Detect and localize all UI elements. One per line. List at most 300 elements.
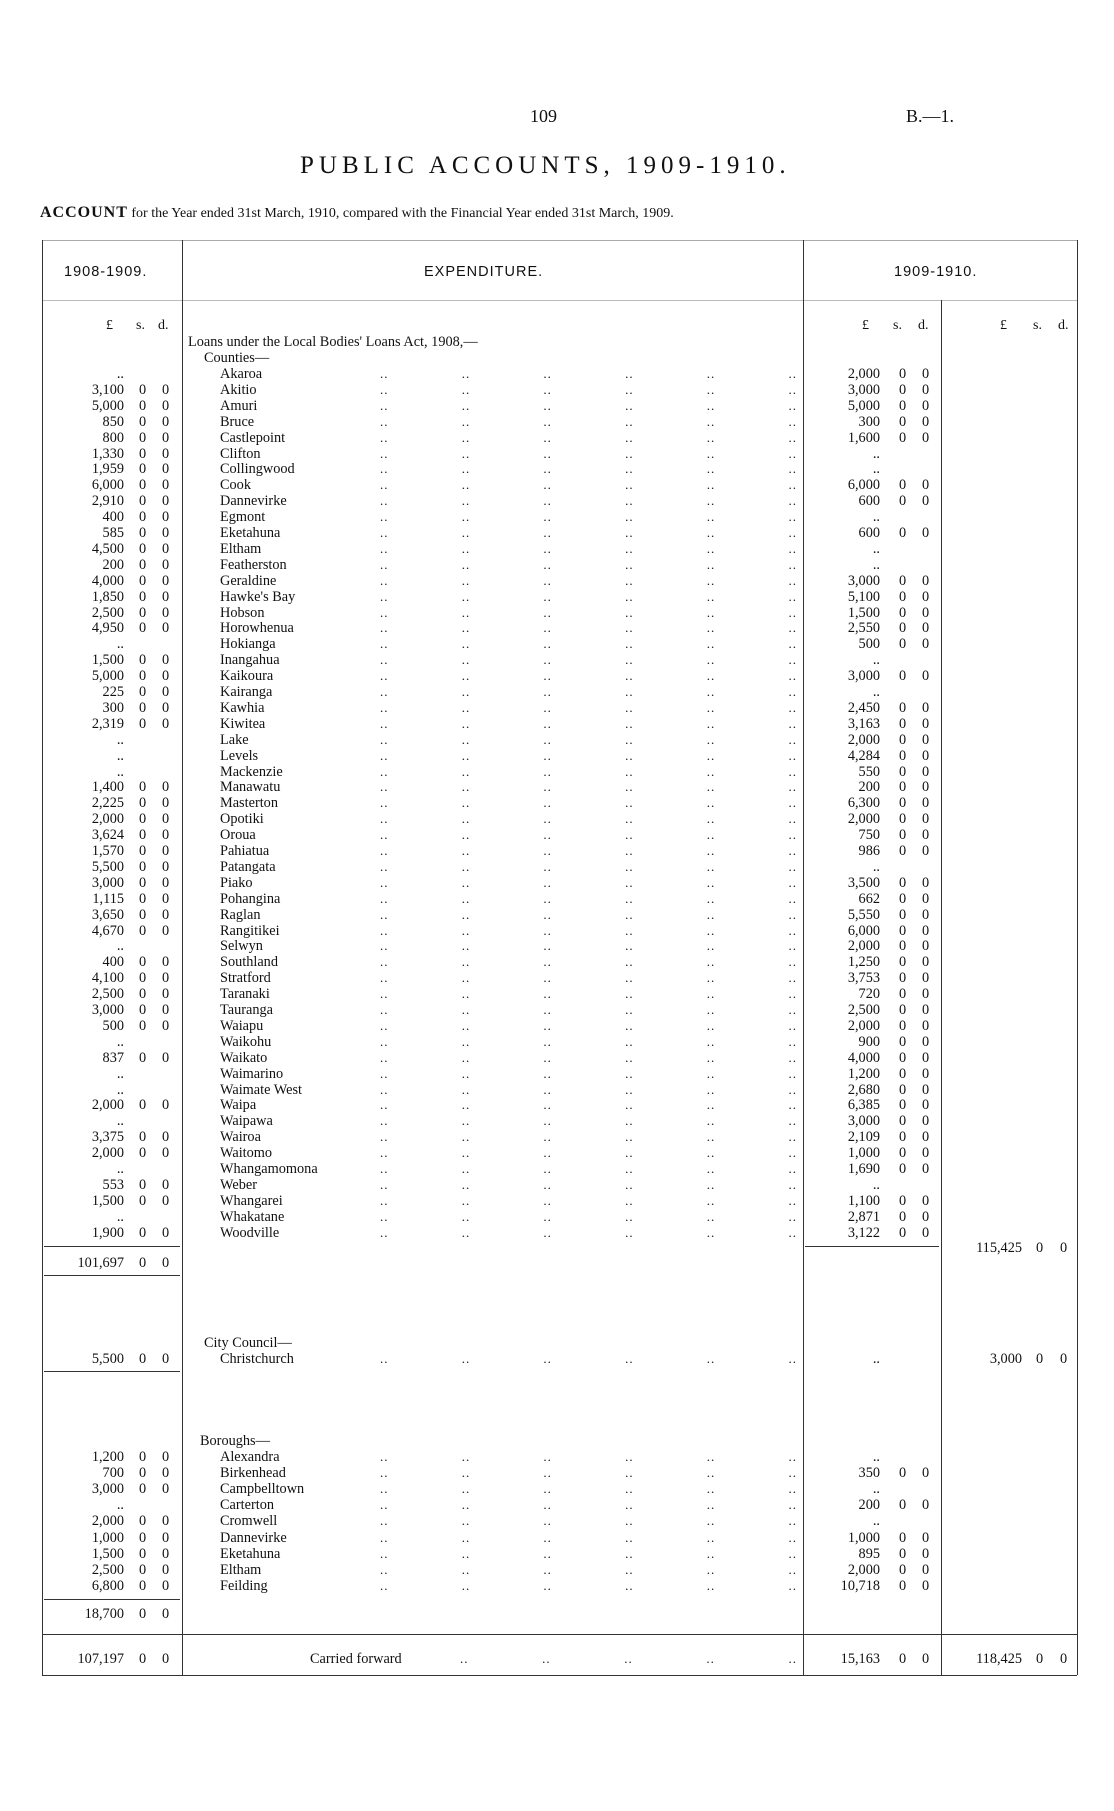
leader-dot: .. [543, 588, 552, 604]
row-cur-amount: 662 [858, 890, 880, 907]
row-name: Hobson [220, 604, 265, 621]
row-name: Waikato [220, 1049, 268, 1066]
leader-dot: .. [625, 763, 634, 779]
row-prev-d: 0 [162, 1465, 170, 1482]
leader-dot: .. [706, 1161, 716, 1176]
row-prev-amount: 1,500 [91, 652, 124, 669]
leader-dot: .. [706, 1002, 716, 1017]
row-prev-s: 0 [139, 906, 147, 923]
leader-dot: .. [625, 1224, 634, 1240]
leader-dot: .. [788, 588, 797, 604]
row-prev-d: 0 [162, 970, 170, 987]
leader-dot: .. [625, 413, 634, 429]
row-name: Southland [220, 954, 278, 971]
leader-dots [380, 970, 797, 986]
leader-dot: .. [380, 397, 389, 413]
leader-dot: .. [380, 429, 389, 445]
leader-dot: .. [625, 1545, 634, 1561]
row-prev-d: 0 [162, 715, 170, 732]
row-cur-s: 0 [899, 1002, 907, 1018]
leader-dot: .. [543, 954, 552, 970]
row-name: Castlepoint [220, 429, 286, 446]
leader-dot: .. [380, 652, 389, 668]
row-name: Inangahua [220, 652, 280, 669]
row-prev-amount: 5,500 [91, 858, 124, 875]
row-prev-d: 0 [162, 429, 170, 446]
leader-dot: .. [543, 620, 552, 636]
carried-leader-dot-4: .. [706, 1651, 715, 1666]
row-cur-d: 0 [922, 986, 930, 1003]
row-prev-s: 0 [139, 715, 147, 732]
row-cur-d: 0 [922, 827, 930, 844]
leader-dot: .. [461, 509, 471, 525]
counties-cur-total-s: 0 [1036, 1240, 1044, 1256]
row-prev-amount: 3,000 [91, 1481, 124, 1498]
leader-dot: .. [788, 1017, 797, 1033]
row-cur-s: 0 [899, 668, 907, 685]
leader-dot: .. [543, 1513, 552, 1529]
row-prev-amount: 500 [102, 1017, 124, 1034]
row-prev-amount: .. [116, 938, 124, 955]
row-prev-amount: .. [116, 1033, 124, 1050]
leader-dots [380, 1066, 797, 1082]
row-name: Whakatane [220, 1208, 285, 1225]
leader-dots [380, 1481, 797, 1497]
row-prev-d: 0 [162, 699, 170, 716]
row-cur-d: 0 [922, 413, 930, 430]
row-prev-s: 0 [139, 890, 147, 907]
leader-dot: .. [380, 715, 389, 731]
leader-dot: .. [625, 938, 634, 954]
row-name: Selwyn [220, 938, 263, 955]
row-prev-d: 0 [162, 413, 170, 430]
row-cur-amount: 2,000 [847, 938, 880, 955]
leader-dot: .. [788, 572, 797, 588]
row-cur-d: 0 [922, 731, 930, 748]
row-cur-d: 0 [922, 1224, 930, 1241]
row-cur-d: 0 [922, 1017, 930, 1034]
leader-dot: .. [380, 874, 389, 890]
leader-dot: .. [706, 827, 716, 843]
row-prev-amount: 2,319 [91, 715, 124, 732]
counties-prev-total-rule [44, 1246, 180, 1247]
row-prev-d: 0 [162, 493, 170, 510]
leader-dots [380, 446, 797, 462]
leader-dot: .. [543, 1113, 552, 1129]
carried-cur-amount: 15,163 [840, 1651, 880, 1667]
leader-dot: .. [380, 1208, 389, 1224]
leader-dots [380, 938, 797, 954]
row-cur-d: 0 [922, 1065, 930, 1082]
city-prev-amount: 5,500 [91, 1351, 124, 1367]
leader-dot: .. [543, 540, 552, 556]
leader-dot: .. [543, 970, 552, 986]
row-cur-s: 0 [899, 986, 907, 1003]
leader-dot: .. [461, 1129, 471, 1145]
leader-dot: .. [625, 1161, 634, 1176]
leader-dot: .. [461, 954, 471, 970]
leader-dot: .. [543, 366, 552, 381]
boroughs-heading: Boroughs— [200, 1433, 270, 1449]
leader-dot: .. [380, 843, 389, 858]
row-prev-d: 0 [162, 890, 170, 907]
leader-dots [380, 779, 797, 795]
leader-dot: .. [461, 843, 471, 858]
leader-dots [380, 366, 797, 382]
row-prev-s: 0 [139, 843, 147, 859]
row-prev-s: 0 [139, 1002, 147, 1018]
leader-dot: .. [543, 779, 552, 795]
leader-dot: .. [788, 636, 797, 652]
leader-dot: .. [543, 874, 552, 890]
leader-dot: .. [380, 509, 389, 525]
row-prev-d: 0 [162, 906, 170, 923]
leader-dots [380, 493, 797, 509]
leader-dot: .. [788, 652, 797, 668]
leader-dot: .. [543, 604, 552, 620]
leader-dot: .. [788, 699, 797, 715]
row-cur-amount: 2,000 [847, 1017, 880, 1034]
leader-dots [380, 382, 797, 398]
leader-dot: .. [461, 1545, 471, 1561]
row-name: Eltham [220, 1561, 262, 1578]
row-prev-d: 0 [162, 397, 170, 414]
leader-dot: .. [543, 1017, 552, 1033]
cur-shilling-unit: s. [893, 318, 902, 333]
row-name: Whangamomona [220, 1161, 318, 1177]
row-prev-s: 0 [139, 811, 147, 828]
row-prev-d: 0 [162, 1449, 170, 1465]
leader-dot: .. [706, 1224, 716, 1240]
leader-dot: .. [461, 763, 471, 779]
leader-dot: .. [461, 1465, 471, 1481]
row-prev-s: 0 [139, 1017, 147, 1034]
row-name: Taranaki [220, 986, 270, 1003]
row-cur-amount: 2,871 [847, 1208, 880, 1225]
row-prev-s: 0 [139, 572, 147, 589]
leader-dots [380, 1530, 797, 1546]
leader-dot: .. [461, 1561, 471, 1577]
row-prev-amount: 2,910 [91, 493, 124, 510]
carried-leader-dots [460, 1651, 797, 1667]
row-prev-amount: 4,500 [91, 540, 124, 557]
row-name: Collingwood [220, 461, 295, 478]
leader-dot: .. [461, 986, 471, 1002]
row-cur-s: 0 [899, 1497, 907, 1514]
leader-dot: .. [461, 906, 471, 922]
leader-dot: .. [788, 1065, 797, 1081]
row-cur-amount: 1,500 [847, 604, 880, 621]
row-prev-s: 0 [139, 795, 147, 812]
leader-dot: .. [706, 1081, 716, 1097]
leader-dot: .. [543, 525, 552, 540]
row-name: Featherston [220, 556, 287, 573]
row-name: Cromwell [220, 1513, 278, 1530]
row-cur-amount: 1,250 [847, 954, 880, 971]
row-cur-d: 0 [922, 795, 930, 812]
leader-dot: .. [380, 1049, 389, 1065]
leader-dot: .. [788, 986, 797, 1002]
leader-dot: .. [380, 1033, 389, 1049]
leader-dot: .. [461, 1065, 471, 1081]
row-name: Manawatu [220, 779, 281, 796]
city-name: Christchurch [220, 1351, 294, 1367]
leader-dot: .. [380, 1017, 389, 1033]
row-name: Eketahuna [220, 1545, 281, 1562]
leader-dot: .. [625, 1081, 634, 1097]
row-prev-s: 0 [139, 1513, 147, 1530]
row-cur-s: 0 [899, 1529, 907, 1546]
cur-pound-unit: £ [862, 318, 869, 333]
leader-dot: .. [461, 1033, 471, 1049]
row-name: Pahiatua [220, 843, 270, 859]
row-prev-d: 0 [162, 668, 170, 685]
leader-dot: .. [543, 1481, 552, 1497]
leader-dots [380, 1177, 797, 1193]
row-cur-s: 0 [899, 1145, 907, 1162]
row-prev-d: 0 [162, 461, 170, 478]
row-name: Pohangina [220, 890, 281, 907]
city-under-rule [44, 1371, 180, 1372]
leader-dot: .. [543, 1545, 552, 1561]
row-prev-s: 0 [139, 1145, 147, 1162]
row-cur-d: 0 [922, 1113, 930, 1130]
leader-dot: .. [380, 572, 389, 588]
leader-dot: .. [788, 366, 797, 381]
leader-dot: .. [543, 795, 552, 811]
leader-dot: .. [380, 1002, 389, 1017]
row-prev-amount: 1,570 [91, 843, 124, 859]
leader-dot: .. [706, 906, 716, 922]
leader-dot: .. [788, 445, 797, 461]
row-cur-s: 0 [899, 954, 907, 971]
leader-dots [380, 398, 797, 414]
row-cur-amount: 4,000 [847, 1049, 880, 1066]
leader-dot: .. [706, 938, 716, 954]
row-cur-amount: 2,450 [847, 699, 880, 716]
leader-dot: .. [380, 1113, 389, 1129]
leader-dot: .. [380, 763, 389, 779]
leader-dot: .. [788, 1545, 797, 1561]
row-cur-s: 0 [899, 843, 907, 859]
row-name: Rangitikei [220, 922, 280, 939]
row-cur-amount: 900 [858, 1033, 880, 1050]
row-name: Waitomo [220, 1145, 273, 1162]
leader-dot: .. [461, 858, 471, 874]
row-cur-amount: .. [872, 1176, 880, 1193]
city-total-d: 0 [1060, 1351, 1068, 1367]
leader-dot: .. [788, 1449, 797, 1464]
leader-dot: .. [380, 477, 389, 493]
leader-dot: .. [625, 588, 634, 604]
leader-dot: .. [625, 858, 634, 874]
leader-dot: .. [461, 461, 471, 477]
leader-dot: .. [380, 795, 389, 811]
leader-dot: .. [461, 1097, 471, 1113]
leader-dot: .. [380, 381, 389, 397]
leader-dot: .. [380, 1529, 389, 1545]
counties-total-under-rule [44, 1275, 180, 1276]
row-cur-d: 0 [922, 572, 930, 589]
leader-dot: .. [788, 604, 797, 620]
row-prev-d: 0 [162, 922, 170, 939]
row-name: Hokianga [220, 636, 276, 653]
leader-dot: .. [380, 1224, 389, 1240]
leader-dots [380, 668, 797, 684]
row-prev-amount: 3,000 [91, 874, 124, 891]
row-cur-amount: 6,385 [847, 1097, 880, 1114]
row-name: Kaikoura [220, 668, 274, 685]
leader-dots [380, 891, 797, 907]
leader-dot: .. [706, 525, 716, 540]
leader-dots [380, 700, 797, 716]
leader-dot: .. [461, 477, 471, 493]
city-council-heading: City Council— [204, 1335, 292, 1351]
leader-dot: .. [461, 938, 471, 954]
row-prev-amount: .. [116, 1161, 124, 1177]
row-prev-amount: 225 [102, 684, 124, 700]
row-cur-s: 0 [899, 1161, 907, 1177]
leader-dot: .. [788, 397, 797, 413]
row-name: Dannevirke [220, 1529, 287, 1546]
leader-dot: .. [380, 1145, 389, 1161]
row-cur-s: 0 [899, 477, 907, 494]
leader-dot: .. [543, 1465, 552, 1481]
leader-dot: .. [380, 493, 389, 509]
row-prev-amount: .. [116, 1497, 124, 1514]
row-name: Horowhenua [220, 620, 294, 637]
leader-dot: .. [706, 477, 716, 493]
row-cur-amount: 3,000 [847, 668, 880, 685]
counties-prev-total-d: 0 [162, 1255, 170, 1271]
row-cur-d: 0 [922, 525, 930, 541]
row-prev-amount: 1,200 [91, 1449, 124, 1465]
leader-dot: .. [543, 1529, 552, 1545]
row-cur-d: 0 [922, 1049, 930, 1066]
leader-dot: .. [706, 1017, 716, 1033]
leader-dot: .. [625, 1097, 634, 1113]
row-cur-d: 0 [922, 1081, 930, 1098]
row-name: Kiwitea [220, 715, 266, 732]
carried-prev-s: 0 [139, 1651, 147, 1667]
row-cur-s: 0 [899, 906, 907, 923]
leader-dot: .. [625, 890, 634, 906]
row-cur-amount: 3,000 [847, 572, 880, 589]
leader-dot: .. [543, 572, 552, 588]
row-name: Opotiki [220, 811, 264, 828]
row-cur-amount: 6,000 [847, 477, 880, 494]
left-year-heading: 1908-1909. [64, 264, 148, 280]
leader-dot: .. [461, 525, 471, 540]
leader-dot: .. [380, 779, 389, 795]
row-cur-s: 0 [899, 1017, 907, 1034]
leader-dot: .. [461, 1513, 471, 1529]
leader-dot: .. [380, 1449, 389, 1464]
leader-dot: .. [380, 970, 389, 986]
leader-dot: .. [625, 493, 634, 509]
leader-dots [380, 986, 797, 1002]
row-prev-amount: .. [116, 763, 124, 780]
leader-dot: .. [625, 604, 634, 620]
leader-dot: .. [461, 636, 471, 652]
leader-dots [380, 732, 797, 748]
leader-dot: .. [461, 540, 471, 556]
leader-dot: .. [625, 1033, 634, 1049]
row-prev-amount: 800 [102, 429, 124, 446]
row-cur-d: 0 [922, 1097, 930, 1114]
prev-pound-unit: £ [106, 318, 113, 333]
leader-dot: .. [543, 699, 552, 715]
leader-dot: .. [461, 652, 471, 668]
leader-dot: .. [543, 1049, 552, 1065]
leader-dot: .. [706, 429, 716, 445]
leader-dots [380, 954, 797, 970]
leader-dot: .. [788, 540, 797, 556]
row-prev-s: 0 [139, 699, 147, 716]
row-name: Egmont [220, 509, 266, 526]
row-prev-d: 0 [162, 1176, 170, 1193]
row-cur-amount: 3,753 [847, 970, 880, 987]
leader-dot: .. [543, 1161, 552, 1176]
row-prev-amount: 5,000 [91, 397, 124, 414]
row-cur-amount: 350 [858, 1465, 880, 1482]
row-prev-amount: 5,000 [91, 668, 124, 685]
row-prev-amount: 1,500 [91, 1545, 124, 1562]
leader-dot: .. [706, 1497, 716, 1513]
row-cur-amount: 5,000 [847, 397, 880, 414]
row-prev-s: 0 [139, 1176, 147, 1193]
leader-dot: .. [788, 525, 797, 540]
leader-dot: .. [543, 1097, 552, 1113]
leader-dot: .. [625, 540, 634, 556]
leader-dot: .. [543, 827, 552, 843]
row-cur-s: 0 [899, 1113, 907, 1130]
leader-dot: .. [706, 1065, 716, 1081]
row-cur-amount: 6,300 [847, 795, 880, 812]
leader-dot: .. [625, 397, 634, 413]
row-cur-amount: 1,200 [847, 1065, 880, 1082]
counties-prev-total-s: 0 [139, 1255, 147, 1271]
leader-dot: .. [788, 779, 797, 795]
row-cur-d: 0 [922, 890, 930, 907]
city-total-s: 0 [1036, 1351, 1044, 1367]
leader-dots [380, 430, 797, 446]
row-cur-s: 0 [899, 1033, 907, 1050]
leader-dot: .. [706, 620, 716, 636]
counties-cur-total-rule [805, 1246, 939, 1247]
row-name: Eketahuna [220, 525, 281, 541]
row-prev-amount: .. [116, 1081, 124, 1098]
leader-dot: .. [788, 970, 797, 986]
row-name: Waimate West [220, 1081, 302, 1098]
row-cur-d: 0 [922, 938, 930, 955]
row-cur-amount: .. [872, 540, 880, 557]
row-prev-amount: 1,959 [91, 461, 124, 478]
leader-dot: .. [625, 874, 634, 890]
leader-dots [380, 1129, 797, 1145]
leader-dot: .. [625, 429, 634, 445]
leader-dot: .. [706, 795, 716, 811]
leader-dot: .. [788, 1561, 797, 1577]
carried-prev-d: 0 [162, 1651, 170, 1667]
row-name: Waipawa [220, 1113, 273, 1130]
leader-dot: .. [543, 1577, 552, 1593]
leader-dot: .. [706, 763, 716, 779]
leader-dots [380, 875, 797, 891]
leader-dot: .. [706, 493, 716, 509]
row-cur-amount: 2,000 [847, 366, 880, 382]
leader-dot: .. [706, 890, 716, 906]
